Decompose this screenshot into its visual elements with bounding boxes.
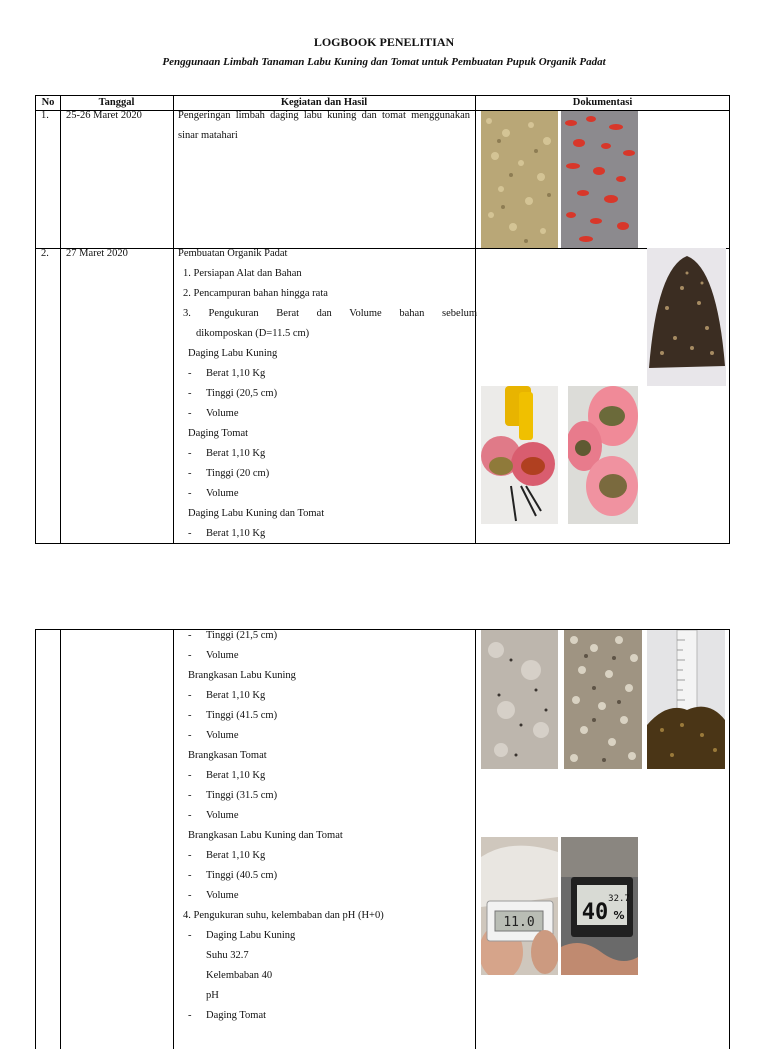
activity-line: Berat 1,10 Kg [206, 770, 266, 781]
activity-line: pH [206, 990, 219, 1001]
activity-line: Tinggi (20 cm) [206, 468, 270, 479]
activity-line: Daging Tomat [188, 428, 249, 439]
activity-line: Berat 1,10 Kg [206, 528, 266, 539]
thermometer-left-reading: 11.0 [503, 915, 535, 930]
row2-number: 2. [41, 248, 49, 259]
row1-number: 1. [41, 110, 49, 121]
photo-thermometer-right [561, 837, 638, 975]
activity-line: Daging Labu Kuning dan Tomat [188, 508, 325, 519]
thermometer-right-percent: % [613, 909, 625, 922]
row1-activity: Pengeringan limbah daging labu kuning dan tomat menggunakan sinar matahari [178, 110, 470, 141]
activity-line: Berat 1,10 Kg [206, 368, 266, 379]
page-subtitle: Penggunaan Limbah Tanaman Labu Kuning dan Tomat untuk Pembuatan Pupuk Organik Padat [162, 56, 606, 68]
photo-thermometer-left [481, 837, 558, 975]
photo-compost-gray [481, 630, 558, 769]
activity-line: Brangkasan Labu Kuning dan Tomat [188, 830, 343, 841]
activity-line: Brangkasan Labu Kuning [188, 670, 296, 681]
activity-line: Volume [206, 890, 239, 901]
activity-line: Volume [206, 408, 239, 419]
activity-line: Volume [206, 650, 239, 661]
activity-line: 1. Persiapan Alat dan Bahan [183, 268, 302, 279]
header-activity: Kegiatan dan Hasil [280, 97, 368, 108]
row2-activity: Pembuatan Organik Padat 1. Persiapan Alat dan Bahan 2. Pencampuran bahan hingga rata 3. Pengukuran Berat dan Volume bahan sebelum dikomposkan (D=11.5 cm) Daging Labu Kuning - Berat 1,10 Kg - Tinggi (20,5 cm) - Volume Daging Tomat - Berat 1,10 Kg - Tinggi (20 cm) - Volume Daging Labu Kuning dan Tomat - Berat 1,10 Kg [178, 244, 470, 544]
activity-line: dikomposkan (D=11.5 cm) [196, 328, 310, 339]
activity-line: Brangkasan Tomat [188, 750, 267, 761]
activity-line: Berat 1,10 Kg [206, 448, 266, 459]
photo-dried-pumpkin [481, 111, 558, 248]
row2-date: 27 Maret 2020 [66, 248, 128, 259]
header-date: Tanggal [98, 97, 135, 108]
activity-line: Tinggi (21,5 cm) [206, 630, 278, 641]
activity-line: Daging Labu Kuning [206, 930, 296, 941]
activity-line: Volume [206, 488, 239, 499]
photo-materials-bags [481, 386, 558, 524]
activity-line: Kelembaban 40 [206, 970, 273, 981]
activity-line: Pembuatan Organik Padat [178, 248, 288, 259]
photo-compost-heap [647, 248, 726, 386]
activity-line: Tinggi (20,5 cm) [206, 388, 278, 399]
activity-line: Volume [206, 810, 239, 821]
header-documentation: Dokumentasi [572, 97, 633, 108]
thermometer-right-temp: 32.7 [608, 894, 630, 904]
photo-ruler-measurement [647, 630, 725, 769]
activity-line: Daging Labu Kuning [188, 348, 278, 359]
activity-line: Berat 1,10 Kg [206, 690, 266, 701]
activity-line: Volume [206, 730, 239, 741]
activity-line: Tinggi (40.5 cm) [206, 870, 278, 881]
activity-line: Tinggi (31.5 cm) [206, 790, 278, 801]
activity-line: Suhu 32.7 [206, 950, 249, 961]
activity-line: 2. Pencampuran bahan hingga rata [183, 288, 328, 299]
row1-date: 25-26 Maret 2020 [66, 110, 142, 121]
header-no: No [41, 97, 55, 108]
thermometer-right-humidity: 40 [581, 900, 609, 925]
activity-line: Berat 1,10 Kg [206, 850, 266, 861]
logbook-table-page1 [35, 95, 730, 544]
logbook-table-page2 [35, 629, 730, 1049]
activity-line: Tinggi (41.5 cm) [206, 710, 278, 721]
page-title: LOGBOOK PENELITIAN [313, 35, 455, 49]
activity-line: Daging Tomat [206, 1010, 267, 1021]
photo-filled-bags [568, 386, 638, 524]
photo-brangkasan-dried [564, 630, 642, 769]
photo-dried-tomato [561, 111, 638, 248]
activity-line: 3. Pengukuran Berat dan Volume bahan sebelum [183, 308, 478, 319]
page2-activity: - Tinggi (21,5 cm) - Volume Brangkasan Labu Kuning - Berat 1,10 Kg - Tinggi (41.5 cm) - Volume Brangkasan Tomat - Berat 1,10 Kg - Tinggi (31.5 cm) - Volume Brangkasan Labu Kuning dan Tomat - Berat 1,10 Kg - Tinggi (40.5 cm) - Volume 4. Pengukuran suhu, kelembaban dan pH (H+0) - Daging Labu Kuning Suhu 32.7 Kelembaban 40 pH - Daging Tomat [178, 626, 470, 1026]
activity-line: 4. Pengukuran suhu, kelembaban dan pH (H+0) [183, 910, 384, 921]
